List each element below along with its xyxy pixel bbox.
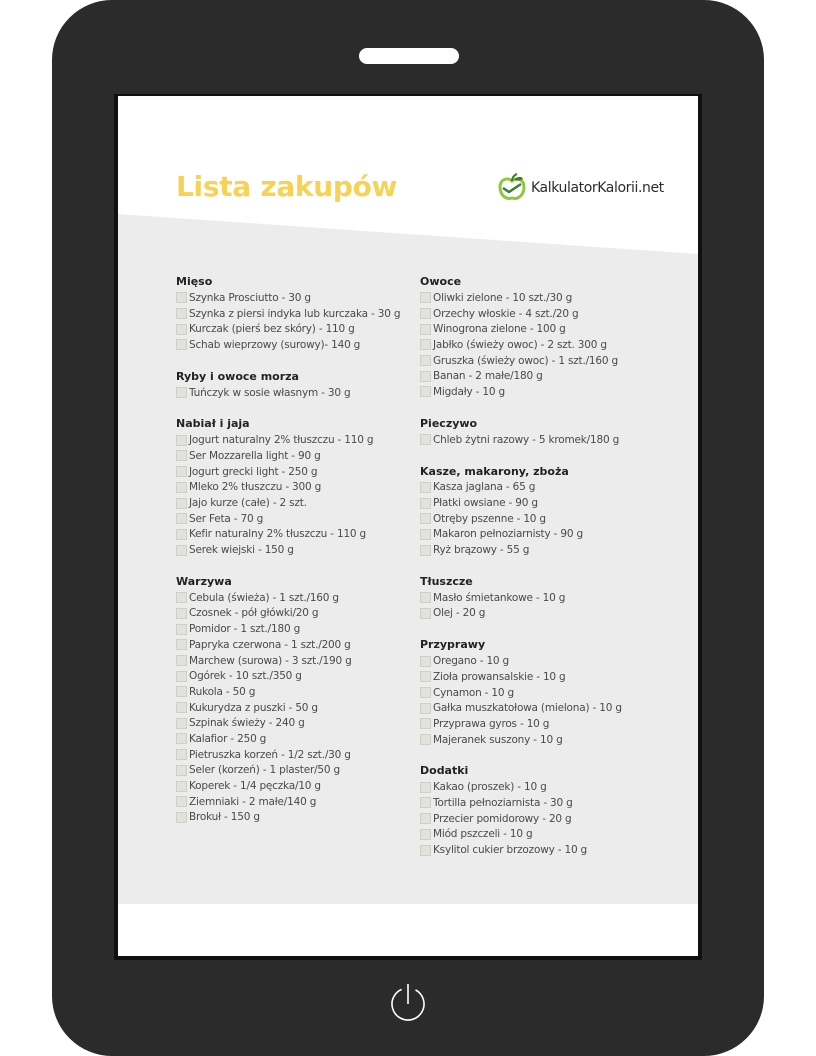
list-item[interactable] <box>176 606 412 622</box>
list-item[interactable] <box>176 668 412 684</box>
shopping-section <box>420 274 670 400</box>
checkbox[interactable] <box>420 434 431 445</box>
checkbox[interactable] <box>176 324 187 335</box>
logo[interactable] <box>496 172 664 204</box>
item-label: Ser Feta - 70 g <box>189 512 264 525</box>
section-title: Owoce <box>420 275 462 288</box>
list-item[interactable] <box>420 732 670 748</box>
checkbox[interactable] <box>420 608 431 619</box>
item-label: Ksylitol cukier brzozowy - 10 g <box>433 844 588 857</box>
apple-icon <box>496 172 528 204</box>
section-title: Przyprawy <box>420 638 486 652</box>
list-item[interactable] <box>176 290 412 306</box>
item-list <box>420 290 670 400</box>
shopping-section <box>420 763 670 857</box>
power-button-icon[interactable] <box>386 980 430 1024</box>
item-label: Przecier pomidorowy - 20 g <box>433 812 572 825</box>
item-label: Zioła prowansalskie - 10 g <box>433 670 566 683</box>
list-item[interactable] <box>176 306 412 322</box>
checkbox[interactable] <box>420 355 431 366</box>
item-label: Pomidor - 1 szt./180 g <box>189 623 301 636</box>
list-item[interactable] <box>420 337 670 353</box>
shopping-section <box>176 574 412 825</box>
shopping-section <box>176 416 412 558</box>
item-label: Ziemniaki - 2 małe/140 g <box>189 795 317 808</box>
checkbox[interactable] <box>420 513 431 524</box>
item-label: Marchew (surowa) - 3 szt./190 g <box>189 654 352 667</box>
checkbox[interactable] <box>176 482 187 493</box>
list-item[interactable] <box>420 495 670 511</box>
item-label: Orzechy włoskie - 4 szt./20 g <box>433 307 579 320</box>
list-item[interactable] <box>176 480 412 496</box>
item-label: Tuńczyk w sosie własnym - 30 g <box>189 386 351 399</box>
list-item[interactable] <box>420 353 670 369</box>
checkbox[interactable] <box>176 765 187 776</box>
list-item[interactable] <box>420 685 670 701</box>
shopping-section <box>420 464 670 558</box>
checkbox[interactable] <box>176 292 187 303</box>
document-page <box>118 96 698 956</box>
item-list <box>420 590 670 621</box>
list-item[interactable] <box>420 290 670 306</box>
checkbox[interactable] <box>420 797 431 808</box>
list-item[interactable] <box>176 794 412 810</box>
item-label: Banan - 2 małe/180 g <box>433 370 543 383</box>
item-label: Miód pszczeli - 10 g <box>433 828 533 841</box>
item-label: Masło śmietankowe - 10 g <box>433 591 566 604</box>
list-item[interactable] <box>176 763 412 779</box>
checkbox[interactable] <box>176 639 187 650</box>
list-item[interactable] <box>176 810 412 826</box>
checkbox[interactable] <box>420 656 431 667</box>
shopping-section <box>176 274 412 353</box>
checkbox[interactable] <box>176 796 187 807</box>
item-list <box>176 290 412 353</box>
item-label: Oliwki zielone - 10 szt./30 g <box>433 291 573 304</box>
checkbox[interactable] <box>420 482 431 493</box>
item-label: Czosnek - pół główki/20 g <box>189 607 319 620</box>
checkbox[interactable] <box>420 545 431 556</box>
section-title: Ryby i owoce morza <box>176 369 299 383</box>
item-label: Kurczak (pierś bez skóry) - 110 g <box>189 323 355 336</box>
checkbox[interactable] <box>176 339 187 350</box>
list-item[interactable] <box>420 700 670 716</box>
checkbox[interactable] <box>176 545 187 556</box>
item-label: Winogrona zielone - 100 g <box>433 323 566 336</box>
checkbox[interactable] <box>176 435 187 446</box>
checkbox[interactable] <box>176 733 187 744</box>
logo-text <box>531 180 664 196</box>
checkbox[interactable] <box>420 687 431 698</box>
item-list <box>176 432 412 558</box>
section-title: Tłuszcze <box>420 574 473 588</box>
item-label: Seler (korzeń) - 1 plaster/50 g <box>189 764 340 777</box>
item-label: Oregano - 10 g <box>433 655 510 668</box>
checkbox[interactable] <box>176 702 187 713</box>
list-item[interactable] <box>420 384 670 400</box>
checkbox[interactable] <box>176 812 187 823</box>
list-item[interactable] <box>176 464 412 480</box>
checkbox[interactable] <box>176 592 187 603</box>
item-label: Jogurt grecki light - 250 g <box>189 465 318 478</box>
checkbox[interactable] <box>420 324 431 335</box>
checkbox[interactable] <box>420 308 431 319</box>
checkbox[interactable] <box>420 671 431 682</box>
list-item[interactable] <box>420 716 670 732</box>
item-label: Brokuł - 150 g <box>189 811 260 824</box>
logo-text-part1: Kalkulator <box>531 180 598 196</box>
section-title: Kasze, makarony, zboża <box>420 464 569 478</box>
item-list <box>420 653 670 747</box>
checkbox[interactable] <box>420 529 431 540</box>
checkbox[interactable] <box>420 498 431 509</box>
checkbox[interactable] <box>420 845 431 856</box>
right-column <box>420 272 670 874</box>
tablet-speaker <box>359 48 459 64</box>
page-title: Lista zakupów <box>176 170 398 203</box>
checkbox[interactable] <box>420 592 431 603</box>
item-label: Ser Mozzarella light - 90 g <box>189 449 321 462</box>
list-item[interactable] <box>420 590 670 606</box>
list-item[interactable] <box>420 811 670 827</box>
item-label: Schab wieprzowy (surowy)- 140 g <box>189 338 361 351</box>
item-label: Ryż brązowy - 55 g <box>433 544 530 557</box>
item-label: Olej - 20 g <box>433 607 486 620</box>
item-label: Szynka z piersi indyka lub kurczaka - 30 g <box>189 307 401 320</box>
list-item[interactable] <box>176 432 412 448</box>
item-label: Cynamon - 10 g <box>433 686 514 699</box>
list-item[interactable] <box>420 606 670 622</box>
list-item[interactable] <box>176 448 412 464</box>
item-list <box>420 432 670 448</box>
checkbox[interactable] <box>420 703 431 714</box>
item-label: Kalafior - 250 g <box>189 732 267 745</box>
list-item[interactable] <box>420 432 670 448</box>
list-item[interactable] <box>420 779 670 795</box>
list-item[interactable] <box>176 527 412 543</box>
checkbox[interactable] <box>176 671 187 682</box>
list-item[interactable] <box>420 669 670 685</box>
checkbox[interactable] <box>176 498 187 509</box>
item-label: Serek wiejski - 150 g <box>189 544 294 557</box>
shopping-section <box>420 416 670 448</box>
list-item[interactable] <box>420 306 670 322</box>
item-label: Kefir naturalny 2% tłuszczu - 110 g <box>189 528 367 541</box>
item-label: Mleko 2% tłuszczu - 300 g <box>189 481 322 494</box>
section-title: Warzywa <box>176 574 232 588</box>
checkbox[interactable] <box>420 813 431 824</box>
list-item[interactable] <box>176 700 412 716</box>
item-label: Gruszka (świeży owoc) - 1 szt./160 g <box>433 354 618 367</box>
checkbox[interactable] <box>420 718 431 729</box>
list-item[interactable] <box>176 321 412 337</box>
checkbox[interactable] <box>420 292 431 303</box>
list-item[interactable] <box>420 480 670 496</box>
list-item[interactable] <box>176 684 412 700</box>
list-item[interactable] <box>176 747 412 763</box>
checkbox[interactable] <box>176 450 187 461</box>
list-item[interactable] <box>420 795 670 811</box>
item-label: Jogurt naturalny 2% tłuszczu - 110 g <box>189 434 374 447</box>
item-label: Kukurydza z puszki - 50 g <box>189 701 318 714</box>
list-item[interactable] <box>420 321 670 337</box>
checkbox[interactable] <box>420 339 431 350</box>
item-label: Papryka czerwona - 1 szt./200 g <box>189 638 351 651</box>
item-label: Makaron pełnoziarnisty - 90 g <box>433 528 583 541</box>
shopping-section <box>176 369 412 401</box>
list-item[interactable] <box>176 511 412 527</box>
section-title: Pieczywo <box>420 416 478 430</box>
item-label: Cebula (świeża) - 1 szt./160 g <box>189 591 339 604</box>
checkbox[interactable] <box>176 608 187 619</box>
list-item[interactable] <box>176 590 412 606</box>
item-label: Kakao (proszek) - 10 g <box>433 781 547 794</box>
item-label: Szynka Prosciutto - 30 g <box>189 291 311 304</box>
checkbox[interactable] <box>420 782 431 793</box>
item-label: Kasza jaglana - 65 g <box>433 481 536 494</box>
item-label: Pietruszka korzeń - 1/2 szt./30 g <box>189 748 351 761</box>
item-label: Płatki owsiane - 90 g <box>433 497 538 510</box>
item-label: Gałka muszkatołowa (mielona) - 10 g <box>433 702 622 715</box>
section-title: Mięso <box>176 275 213 288</box>
list-item[interactable] <box>176 778 412 794</box>
item-label: Jabłko (świeży owoc) - 2 szt. 300 g <box>433 338 607 351</box>
checkbox[interactable] <box>176 513 187 524</box>
item-label: Przyprawa gyros - 10 g <box>433 717 550 730</box>
list-item[interactable] <box>176 637 412 653</box>
checkbox[interactable] <box>176 749 187 760</box>
list-item[interactable] <box>176 731 412 747</box>
logo-text-part2: Kalorii.net <box>597 180 664 196</box>
item-label: Majeranek suszony - 10 g <box>433 733 563 746</box>
item-list <box>176 590 412 825</box>
item-list <box>420 480 670 558</box>
checkbox[interactable] <box>176 718 187 729</box>
item-label: Koperek - 1/4 pęczka/10 g <box>189 780 321 793</box>
list-item[interactable] <box>176 715 412 731</box>
list-item[interactable] <box>420 827 670 843</box>
checkbox[interactable] <box>176 387 187 398</box>
list-item[interactable] <box>420 368 670 384</box>
item-label: Rukola - 50 g <box>189 685 256 698</box>
shopping-section <box>420 574 670 621</box>
checkbox[interactable] <box>176 529 187 540</box>
list-item[interactable] <box>176 385 412 401</box>
list-item[interactable] <box>176 542 412 558</box>
list-item[interactable] <box>420 653 670 669</box>
item-list <box>176 385 412 401</box>
checkbox[interactable] <box>420 829 431 840</box>
checkbox[interactable] <box>176 655 187 666</box>
item-label: Szpinak świeży - 240 g <box>189 717 305 730</box>
checkbox[interactable] <box>176 781 187 792</box>
list-item[interactable] <box>420 542 670 558</box>
item-label: Migdały - 10 g <box>433 385 505 398</box>
left-column <box>176 272 412 841</box>
section-title: Nabiał i jaja <box>176 417 250 431</box>
checkbox[interactable] <box>176 686 187 697</box>
list-item[interactable] <box>176 621 412 637</box>
checkbox[interactable] <box>176 624 187 635</box>
item-label: Ogórek - 10 szt./350 g <box>189 670 302 683</box>
list-item[interactable] <box>420 511 670 527</box>
list-item[interactable] <box>420 842 670 858</box>
section-title: Dodatki <box>420 764 469 778</box>
list-item[interactable] <box>420 527 670 543</box>
checkbox[interactable] <box>420 386 431 397</box>
list-item[interactable] <box>176 337 412 353</box>
checkbox[interactable] <box>420 371 431 382</box>
checkbox[interactable] <box>420 734 431 745</box>
item-list <box>420 779 670 857</box>
item-label: Tortilla pełnoziarnista - 30 g <box>433 796 573 809</box>
checkbox[interactable] <box>176 308 187 319</box>
list-item[interactable] <box>176 653 412 669</box>
item-label: Jajo kurze (całe) - 2 szt. <box>189 497 307 510</box>
shopping-section <box>420 637 670 747</box>
item-label: Chleb żytni razowy - 5 kromek/180 g <box>433 433 620 446</box>
list-item[interactable] <box>176 495 412 511</box>
item-label: Otręby pszenne - 10 g <box>433 512 546 525</box>
checkbox[interactable] <box>176 466 187 477</box>
